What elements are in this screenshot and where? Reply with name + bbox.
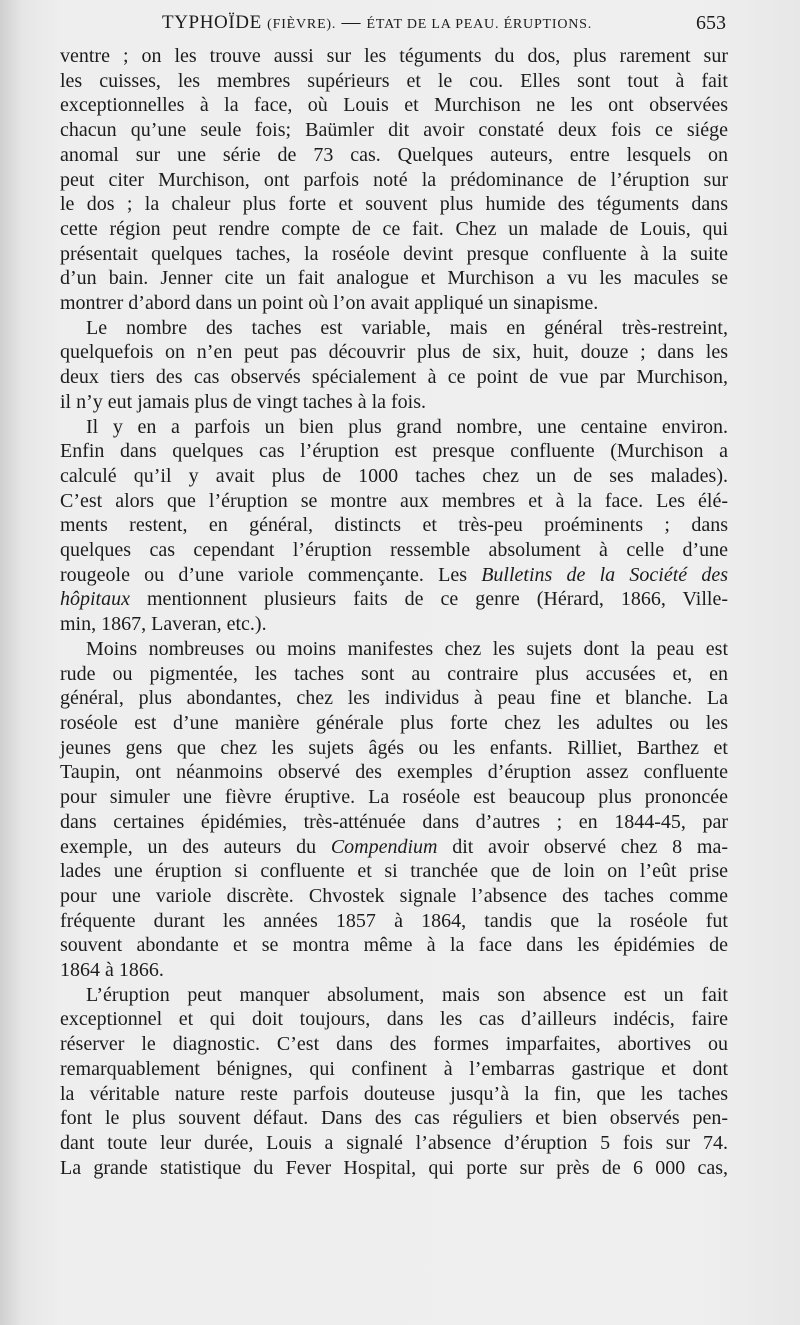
text-line: quelques cas cependant l’éruption ressemble absolument à celle d’une <box>60 539 728 562</box>
text-line: L’éruption peut manquer absolument, mais son absence est un fait <box>86 983 728 1006</box>
text-line: Moins nombreuses ou moins manifestes chez les sujets dont la peau est <box>86 637 728 660</box>
running-head <box>0 6 800 36</box>
compendium-italic: Compendium <box>330 835 438 858</box>
text-line: les cuisses, les membres supérieurs et le cou. Elles sont tout à fait <box>60 69 728 92</box>
text-fragment: dit avoir observé chez 8 ma- <box>437 835 728 858</box>
text-line <box>60 563 728 588</box>
text-line: calculé qu’il y avait plus de 1000 taches chez un de ses malades). <box>60 464 728 487</box>
text-line: La grande statistique du Fever Hospital, qui porte sur près de 6 000 cas, <box>60 1156 728 1179</box>
text-line: anomal sur une série de 73 cas. Quelques auteurs, entre lesquels on <box>60 143 728 166</box>
text-line: montrer d’abord dans un point où l’on avait appliqué un sinapisme. <box>60 292 599 315</box>
text-line: ventre ; on les trouve aussi sur les téguments du dos, plus rarement sur <box>60 45 728 67</box>
body-text <box>60 44 728 1180</box>
text-line: remarquablement bénignes, qui confinent à l’embarras gastrique et dont <box>60 1057 728 1080</box>
title-main: TYPHOÏDE <box>162 12 262 33</box>
text-line: Il y en a parfois un bien plus grand nombre, une centaine environ. <box>86 415 728 438</box>
text-line: jeunes gens que chez les sujets âgés ou les enfants. Rilliet, Barthez et <box>60 736 728 759</box>
text-line: ments restent, en général, distincts et très-peu proéminents ; dans <box>60 514 728 537</box>
text-line: 1864 à 1866. <box>60 959 164 982</box>
text-line: quelquefois on n’en peut pas découvrir plus de six, huit, douze ; dans les <box>60 341 728 364</box>
paragraph-1 <box>60 44 728 316</box>
text-line: dant toute leur durée, Louis a signalé l’absence d’éruption 5 fois sur 74. <box>60 1131 728 1154</box>
title-section: ÉTAT DE LA PEAU. ÉRUPTIONS. <box>366 17 593 32</box>
paragraph-2 <box>60 316 728 415</box>
paragraph-3 <box>60 415 728 637</box>
text-line: roséole est d’une manière générale plus forte chez les adultes ou les <box>60 711 728 734</box>
text-line: réserver le diagnostic. C’est dans des formes imparfaites, abortives ou <box>60 1033 728 1056</box>
text-line: Taupin, ont néanmoins observé des exemples d’éruption assez confluente <box>60 761 728 784</box>
text-line: lades une éruption si confluente et si tranchée que de loin on l’eût prise <box>60 860 728 883</box>
text-line: il n’y eut jamais plus de vingt taches à la fois. <box>60 390 427 413</box>
journal-title-italic-cont: hôpitaux <box>60 588 130 611</box>
text-line: pour simuler une fièvre éruptive. La roséole est beaucoup plus prononcée <box>60 786 728 809</box>
text-line: présentait quelques taches, la roséole devint presque confluente à la suite <box>60 242 728 265</box>
text-line: rude ou pigmentée, les taches sont au contraire plus accusées et, en <box>60 662 728 685</box>
text-line: exceptionnel et qui doit toujours, dans les cas d’ailleurs indécis, faire <box>60 1008 728 1031</box>
text-line: dans certaines épidémies, très-atténuée dans d’autres ; en 1844-45, par <box>60 810 728 833</box>
text-fragment: exemple, un des auteurs du <box>60 835 331 858</box>
title-paren: (FIÈVRE). <box>267 17 337 32</box>
journal-title-italic: Bulletins de la Société des <box>481 563 728 586</box>
text-fragment: mentionnent plusieurs faits de ce genre (Hérard, 1866, Ville- <box>130 588 728 611</box>
running-title <box>162 12 592 34</box>
text-line: pour une variole discrète. Chvostek signale l’absence des taches comme <box>60 884 728 907</box>
text-line: peut citer Murchison, ont parfois noté la prédominance de l’éruption sur <box>60 168 728 191</box>
paragraph-4 <box>60 637 728 983</box>
text-line: fréquente durant les années 1857 à 1864, tandis que la roséole fut <box>60 909 728 932</box>
text-line: général, plus abondantes, chez les individus à peau fine et blanche. La <box>60 687 728 710</box>
text-line: min, 1867, Laveran, etc.). <box>60 613 267 636</box>
text-line: Enfin dans quelques cas l’éruption est presque confluente (Murchison a <box>60 440 728 463</box>
text-line: font le plus souvent défaut. Dans des cas réguliers et bien observés pen- <box>60 1107 728 1130</box>
text-line: C’est alors que l’éruption se montre aux membres et à la face. Les élé- <box>60 489 728 512</box>
text-line: d’un bain. Jenner cite un fait analogue et Murchison a vu les macules se <box>60 267 728 290</box>
title-dash: — <box>341 12 362 33</box>
text-line <box>60 835 728 860</box>
text-line: Le nombre des taches est variable, mais en général très-restreint, <box>86 316 728 339</box>
text-line: cette région peut rendre compte de ce fait. Chez un malade de Louis, qui <box>60 217 728 240</box>
text-line: chacun qu’une seule fois; Baümler dit avoir constaté deux fois ce siége <box>60 119 728 142</box>
text-line: deux tiers des cas observés spécialement à ce point de vue par Murchison, <box>60 366 728 389</box>
text-line: le dos ; la chaleur plus forte et souvent plus humide des téguments dans <box>60 193 728 216</box>
text-fragment: rougeole ou d’une variole commençante. Les <box>60 563 482 586</box>
text-line <box>60 587 728 612</box>
text-line: exceptionnelles à la face, où Louis et Murchison ne les ont observées <box>60 94 728 117</box>
page-number: 653 <box>696 12 726 34</box>
paragraph-5 <box>60 983 728 1181</box>
text-line: la véritable nature reste parfois douteuse jusqu’à la fin, que les taches <box>60 1082 728 1105</box>
text-line: souvent abondante et se montra même à la face dans les épidémies de <box>60 934 728 957</box>
